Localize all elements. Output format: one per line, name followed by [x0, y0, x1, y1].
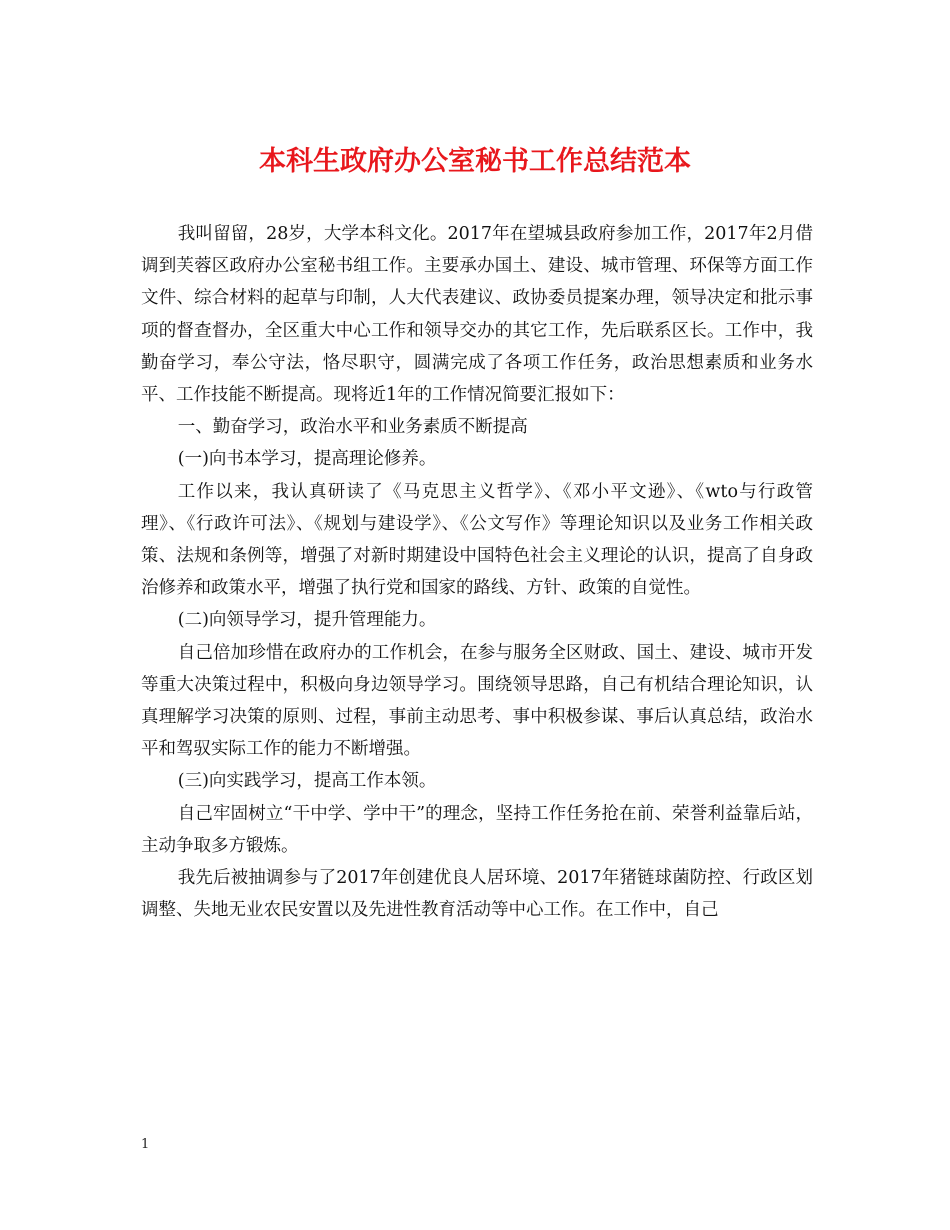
section-heading-1: 一、勤奋学习，政治水平和业务素质不断提高	[177, 417, 528, 438]
subsection-heading-2: (二)向领导学习，提升管理能力。	[177, 610, 437, 631]
paragraph-practice-study: 自己牢固树立“干中学、学中干”的理念，坚持工作任务抢在前、荣誉利益靠后站，主动争取多方锻炼。	[141, 803, 813, 856]
subsection-heading-1: (一)向书本学习，提高理论修养。	[177, 449, 437, 470]
paragraph-leader-study: 自己倍加珍惜在政府办的工作机会，在参与服务全区财政、国土、建设、城市开发等重大决策过程中，积极向身边领导学习。围绕领导思路，自己有机结合理论知识，认真理解学习决策的原则、过程，事前主动思考、事中积极参谋、事后认真总结，政治水平和驾驭实际工作的能力不断增强。	[141, 642, 813, 760]
document-title: 本科生政府办公室秘书工作总结范本	[259, 146, 691, 177]
paragraph-assignments: 我先后被抽调参与了2017年创建优良人居环境、2017年猪链球菌防控、行政区划调整、失地无业农民安置以及先进性教育活动等中心工作。在工作中，自己	[141, 868, 813, 921]
page-number: 1	[141, 1137, 150, 1152]
paragraph-book-study: 工作以来，我认真研读了《马克思主义哲学》、《邓小平文逊》、《wto与行政管理》、《行政许可法》、《规划与建设学》、《公文写作》等理论知识以及业务工作相关政策、法规和条例等，增强了对新时期建设中国特色社会主义理论的认识，提高了自身政治修养和政策水平，增强了执行党和国家的路线、方针、政策的自觉性。	[141, 481, 813, 599]
paragraph-intro: 我叫留留，28岁，大学本科文化。2017年在望城县政府参加工作，2017年2月借调到芙蓉区政府办公室秘书组工作。主要承办国土、建设、城市管理、环保等方面工作文件、综合材料的起草与印制，人大代表建议、政协委员提案办理，领导决定和批示事项的督查督办，全区重大中心工作和领导交办的其它工作，先后联系区长。工作中，我勤奋学习，奉公守法，恪尽职守，圆满完成了各项工作任务，政治思想素质和业务水平、工作技能不断提高。现将近1年的工作情况简要汇报如下：	[141, 224, 813, 406]
subsection-heading-3: (三)向实践学习，提高工作本领。	[177, 771, 437, 792]
document-body	[141, 218, 813, 926]
